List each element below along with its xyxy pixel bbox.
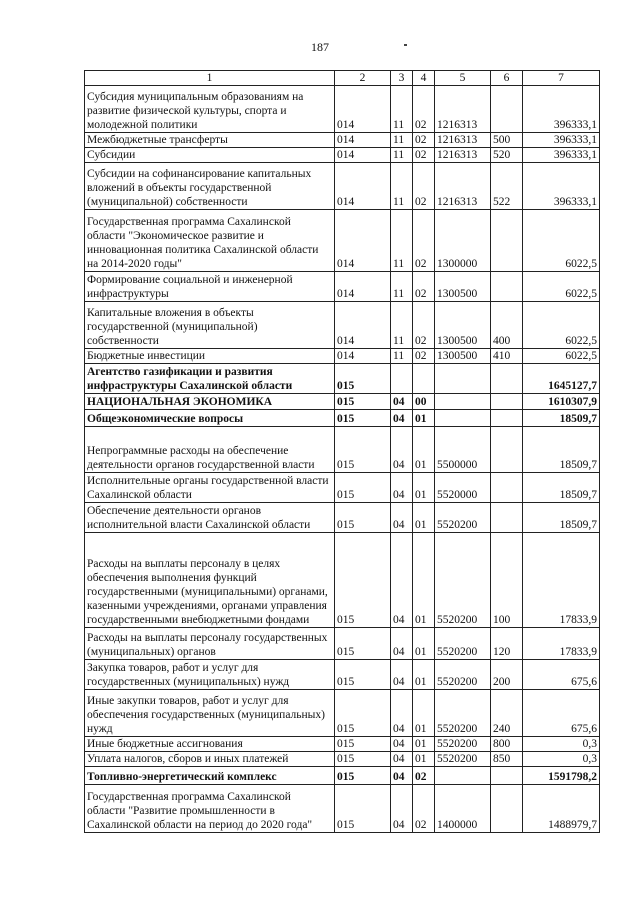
amount-cell: 6022,5 <box>523 302 600 349</box>
table-row <box>85 133 600 148</box>
subsection-code-cell: 02 <box>413 302 435 349</box>
admin-code-cell: 015 <box>335 533 391 628</box>
item-name-cell: Непрограммные расходы на обеспечение деятельности органов государственной власти <box>85 427 335 473</box>
subsection-code-cell: 01 <box>413 660 435 690</box>
table-row <box>85 503 600 533</box>
table-row <box>85 628 600 660</box>
section-code-cell: 11 <box>391 302 413 349</box>
subsection-code-cell: 02 <box>413 767 435 785</box>
admin-code-cell: 015 <box>335 737 391 752</box>
item-name-cell: Государственная программа Сахалинской области "Экономическое развитие и инновационная политика Сахалинской области на 2014-2020 годы" <box>85 210 335 272</box>
subsection-code-cell: 02 <box>413 163 435 210</box>
item-name-cell: Государственная программа Сахалинской области "Развитие промышленности в Сахалинской области на период до 2020 года" <box>85 785 335 833</box>
admin-code-cell: 015 <box>335 503 391 533</box>
section-code-cell: 11 <box>391 163 413 210</box>
item-name-cell: Иные бюджетные ассигнования <box>85 737 335 752</box>
target-code-cell: 5500000 <box>435 427 491 473</box>
subsection-code-cell: 02 <box>413 210 435 272</box>
expense-type-code-cell: 500 <box>491 133 523 148</box>
target-code-cell: 5520200 <box>435 533 491 628</box>
expense-type-code-cell <box>491 86 523 133</box>
target-code-cell: 1216313 <box>435 148 491 163</box>
admin-code-cell: 014 <box>335 349 391 364</box>
expense-type-code-cell: 200 <box>491 660 523 690</box>
item-name-cell: Общеэкономические вопросы <box>85 410 335 427</box>
expense-type-code-cell <box>491 767 523 785</box>
expense-type-code-cell: 100 <box>491 533 523 628</box>
table-row <box>85 163 600 210</box>
header-col-2: 2 <box>335 71 391 86</box>
amount-cell: 18509,7 <box>523 427 600 473</box>
scan-speck <box>404 44 407 46</box>
section-code-cell: 11 <box>391 349 413 364</box>
admin-code-cell: 014 <box>335 163 391 210</box>
item-name-cell: Расходы на выплаты персоналу государственных (муниципальных) органов <box>85 628 335 660</box>
target-code-cell <box>435 364 491 394</box>
table-row <box>85 752 600 767</box>
subsection-code-cell: 02 <box>413 349 435 364</box>
admin-code-cell: 014 <box>335 148 391 163</box>
amount-cell: 1488979,7 <box>523 785 600 833</box>
admin-code-cell: 014 <box>335 86 391 133</box>
subsection-code-cell: 02 <box>413 785 435 833</box>
target-code-cell: 1300500 <box>435 272 491 302</box>
subsection-code-cell: 01 <box>413 410 435 427</box>
expense-type-code-cell <box>491 503 523 533</box>
target-code-cell: 1300500 <box>435 302 491 349</box>
item-name-cell: Расходы на выплаты персоналу в целях обеспечения выполнения функций государственными (муниципальными) органами, казенными учреждениями, органами управления государственными внебюджетными фондами <box>85 533 335 628</box>
amount-cell: 396333,1 <box>523 86 600 133</box>
table-row <box>85 690 600 737</box>
expense-type-code-cell <box>491 410 523 427</box>
expense-type-code-cell: 520 <box>491 148 523 163</box>
table-row <box>85 349 600 364</box>
admin-code-cell: 015 <box>335 364 391 394</box>
target-code-cell <box>435 410 491 427</box>
table-row <box>85 410 600 427</box>
section-code-cell: 04 <box>391 737 413 752</box>
header-row <box>85 71 600 86</box>
section-code-cell: 04 <box>391 410 413 427</box>
admin-code-cell: 014 <box>335 302 391 349</box>
amount-cell: 0,3 <box>523 752 600 767</box>
item-name-cell: Межбюджетные трансферты <box>85 133 335 148</box>
amount-cell: 1591798,2 <box>523 767 600 785</box>
subsection-code-cell: 02 <box>413 133 435 148</box>
section-code-cell: 04 <box>391 394 413 410</box>
admin-code-cell: 014 <box>335 210 391 272</box>
header-col-3: 3 <box>391 71 413 86</box>
item-name-cell: Обеспечение деятельности органов исполнительной власти Сахалинской области <box>85 503 335 533</box>
amount-cell: 17833,9 <box>523 533 600 628</box>
admin-code-cell: 015 <box>335 690 391 737</box>
target-code-cell: 5520200 <box>435 737 491 752</box>
item-name-cell: Агентство газификации и развития инфраструктуры Сахалинской области <box>85 364 335 394</box>
expense-type-code-cell: 410 <box>491 349 523 364</box>
expense-type-code-cell: 400 <box>491 302 523 349</box>
subsection-code-cell: 01 <box>413 427 435 473</box>
header-col-5: 5 <box>435 71 491 86</box>
section-code-cell: 04 <box>391 628 413 660</box>
section-code-cell: 11 <box>391 210 413 272</box>
amount-cell: 18509,7 <box>523 473 600 503</box>
section-code-cell: 04 <box>391 427 413 473</box>
table-row <box>85 427 600 473</box>
expense-type-code-cell: 800 <box>491 737 523 752</box>
admin-code-cell: 014 <box>335 272 391 302</box>
table-row <box>85 473 600 503</box>
subsection-code-cell: 02 <box>413 148 435 163</box>
section-code-cell: 04 <box>391 752 413 767</box>
amount-cell: 675,6 <box>523 690 600 737</box>
section-code-cell: 04 <box>391 767 413 785</box>
target-code-cell: 5520200 <box>435 628 491 660</box>
expense-type-code-cell <box>491 394 523 410</box>
budget-table <box>84 70 600 833</box>
item-name-cell: Капитальные вложения в объекты государственной (муниципальной) собственности <box>85 302 335 349</box>
admin-code-cell: 015 <box>335 427 391 473</box>
section-code-cell: 04 <box>391 660 413 690</box>
section-code-cell <box>391 364 413 394</box>
subsection-code-cell: 01 <box>413 503 435 533</box>
section-code-cell: 04 <box>391 785 413 833</box>
amount-cell: 396333,1 <box>523 163 600 210</box>
expense-type-code-cell <box>491 785 523 833</box>
item-name-cell: НАЦИОНАЛЬНАЯ ЭКОНОМИКА <box>85 394 335 410</box>
admin-code-cell: 015 <box>335 628 391 660</box>
amount-cell: 17833,9 <box>523 628 600 660</box>
item-name-cell: Субсидии <box>85 148 335 163</box>
amount-cell: 396333,1 <box>523 148 600 163</box>
target-code-cell: 5520200 <box>435 690 491 737</box>
subsection-code-cell: 01 <box>413 628 435 660</box>
amount-cell: 675,6 <box>523 660 600 690</box>
item-name-cell: Формирование социальной и инженерной инфраструктуры <box>85 272 335 302</box>
admin-code-cell: 015 <box>335 394 391 410</box>
table-row <box>85 148 600 163</box>
admin-code-cell: 015 <box>335 785 391 833</box>
item-name-cell: Иные закупки товаров, работ и услуг для обеспечения государственных (муниципальных) нужд <box>85 690 335 737</box>
subsection-code-cell: 02 <box>413 86 435 133</box>
expense-type-code-cell <box>491 427 523 473</box>
section-code-cell: 04 <box>391 690 413 737</box>
header-col-6: 6 <box>491 71 523 86</box>
target-code-cell: 1300000 <box>435 210 491 272</box>
table-row <box>85 737 600 752</box>
subsection-code-cell: 00 <box>413 394 435 410</box>
item-name-cell: Субсидия муниципальным образованиям на развитие физической культуры, спорта и молодежной политики <box>85 86 335 133</box>
header-col-4: 4 <box>413 71 435 86</box>
target-code-cell: 1400000 <box>435 785 491 833</box>
table-row <box>85 302 600 349</box>
target-code-cell: 5520200 <box>435 503 491 533</box>
subsection-code-cell: 01 <box>413 533 435 628</box>
subsection-code-cell: 01 <box>413 737 435 752</box>
subsection-code-cell: 02 <box>413 272 435 302</box>
header-col-1: 1 <box>85 71 335 86</box>
target-code-cell: 1300500 <box>435 349 491 364</box>
target-code-cell: 5520200 <box>435 660 491 690</box>
admin-code-cell: 015 <box>335 410 391 427</box>
expense-type-code-cell: 120 <box>491 628 523 660</box>
amount-cell: 1610307,9 <box>523 394 600 410</box>
amount-cell: 1645127,7 <box>523 364 600 394</box>
table-row <box>85 272 600 302</box>
table-row <box>85 210 600 272</box>
expense-type-code-cell <box>491 210 523 272</box>
item-name-cell: Субсидии на софинансирование капитальных вложений в объекты государственной (муниципальной) собственности <box>85 163 335 210</box>
item-name-cell: Закупка товаров, работ и услуг для государственных (муниципальных) нужд <box>85 660 335 690</box>
amount-cell: 396333,1 <box>523 133 600 148</box>
section-code-cell: 04 <box>391 503 413 533</box>
table-row <box>85 86 600 133</box>
expense-type-code-cell <box>491 473 523 503</box>
amount-cell: 0,3 <box>523 737 600 752</box>
item-name-cell: Топливно-энергетический комплекс <box>85 767 335 785</box>
target-code-cell: 1216313 <box>435 86 491 133</box>
page-number: 187 <box>311 40 329 54</box>
header-col-7: 7 <box>523 71 600 86</box>
amount-cell: 18509,7 <box>523 503 600 533</box>
table-body <box>85 86 600 833</box>
table-row <box>85 660 600 690</box>
admin-code-cell: 015 <box>335 473 391 503</box>
admin-code-cell: 015 <box>335 767 391 785</box>
amount-cell: 18509,7 <box>523 410 600 427</box>
table-row <box>85 394 600 410</box>
subsection-code-cell: 01 <box>413 473 435 503</box>
admin-code-cell: 014 <box>335 133 391 148</box>
section-code-cell: 11 <box>391 86 413 133</box>
amount-cell: 6022,5 <box>523 210 600 272</box>
subsection-code-cell: 01 <box>413 690 435 737</box>
target-code-cell: 5520200 <box>435 752 491 767</box>
expense-type-code-cell: 850 <box>491 752 523 767</box>
expense-type-code-cell <box>491 272 523 302</box>
target-code-cell: 1216313 <box>435 163 491 210</box>
target-code-cell: 5520000 <box>435 473 491 503</box>
admin-code-cell: 015 <box>335 752 391 767</box>
table-row <box>85 767 600 785</box>
target-code-cell <box>435 394 491 410</box>
table-row <box>85 533 600 628</box>
table-row <box>85 364 600 394</box>
section-code-cell: 11 <box>391 272 413 302</box>
item-name-cell: Исполнительные органы государственной власти Сахалинской области <box>85 473 335 503</box>
amount-cell: 6022,5 <box>523 272 600 302</box>
item-name-cell: Уплата налогов, сборов и иных платежей <box>85 752 335 767</box>
section-code-cell: 11 <box>391 148 413 163</box>
target-code-cell: 1216313 <box>435 133 491 148</box>
admin-code-cell: 015 <box>335 660 391 690</box>
section-code-cell: 11 <box>391 133 413 148</box>
item-name-cell: Бюджетные инвестиции <box>85 349 335 364</box>
section-code-cell: 04 <box>391 533 413 628</box>
expense-type-code-cell: 240 <box>491 690 523 737</box>
section-code-cell: 04 <box>391 473 413 503</box>
subsection-code-cell: 01 <box>413 752 435 767</box>
expense-type-code-cell: 522 <box>491 163 523 210</box>
expense-type-code-cell <box>491 364 523 394</box>
amount-cell: 6022,5 <box>523 349 600 364</box>
target-code-cell <box>435 767 491 785</box>
table-row <box>85 785 600 833</box>
subsection-code-cell <box>413 364 435 394</box>
